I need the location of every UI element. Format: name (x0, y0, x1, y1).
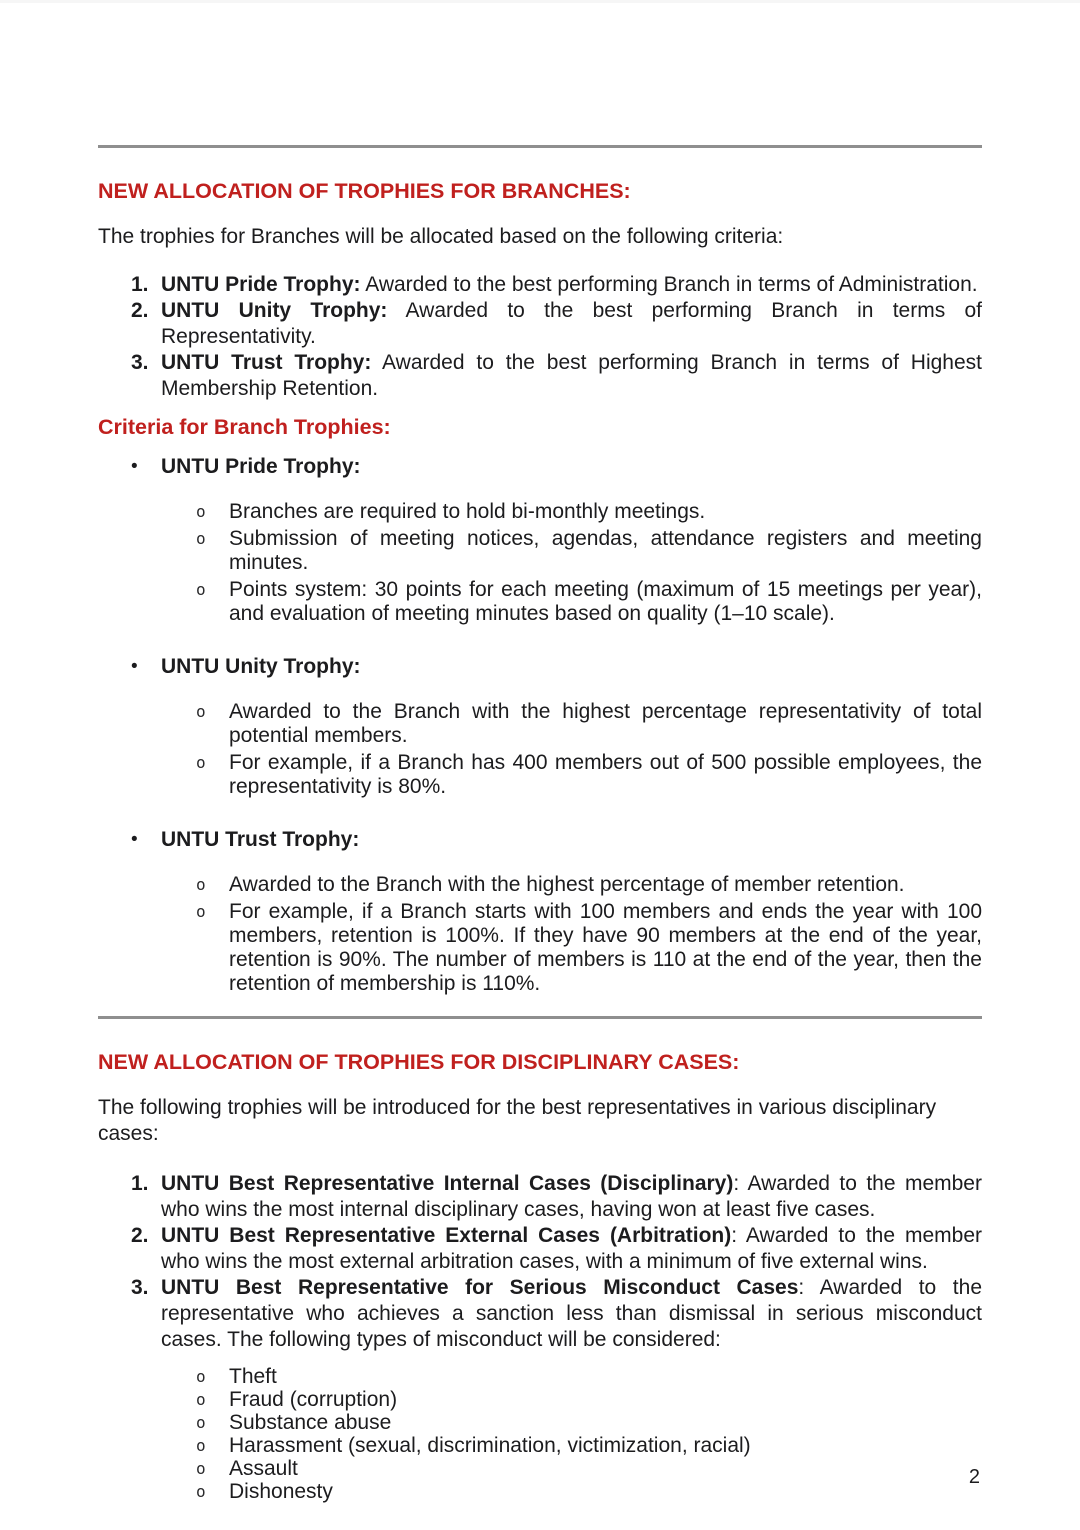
section-divider (98, 1016, 982, 1019)
page-top-edge (0, 0, 1080, 3)
sub-bullet-item: o Branches are required to hold bi-monthly meetings. (196, 500, 706, 523)
sub-bullet-item: o Points system: 30 points for each meeting (maximum of 15 meetings per year), and evaluation of meeting minutes based on quality (1–10 scale). (196, 578, 982, 625)
numbered-item-text: UNTU Best Representative for Serious Misconduct Cases: Awarded to the representative who achieves a sanction less than dismissal in serious misconduct cases. The following types of misconduct will be considered: (161, 1276, 982, 1351)
intro-paragraph-branches: The trophies for Branches will be allocated based on the following criteria: (98, 225, 784, 248)
numbered-item (131, 1171, 982, 1223)
circle-marker: o (196, 580, 206, 599)
sub-bullet-item: o For example, if a Branch has 400 members out of 500 possible employees, the representativity is 80%. (196, 751, 982, 798)
numbered-item (131, 272, 982, 298)
sub-bullet-item: o Awarded to the Branch with the highest percentage of member retention. (196, 873, 905, 896)
list-number-marker: 3. (131, 1276, 149, 1299)
list-number-marker: 3. (131, 351, 149, 374)
misconduct-type-item: o Theft (196, 1365, 277, 1388)
numbered-item-text: UNTU Unity Trophy: Awarded to the best performing Branch in terms of Representativity. (161, 299, 982, 348)
list-number-marker: 2. (131, 1224, 149, 1247)
sub-bullet-item: o Awarded to the Branch with the highest percentage representativity of total potential members. (196, 700, 982, 747)
circle-marker: o (196, 1367, 206, 1386)
list-number-marker: 1. (131, 273, 149, 296)
list-number-marker: 2. (131, 299, 149, 322)
numbered-item (131, 298, 982, 350)
circle-marker: o (196, 1482, 206, 1501)
numbered-item-text: UNTU Best Representative External Cases (Arbitration): Awarded to the member who wins the most external arbitration cases, with a minimum of five external wins. (161, 1224, 982, 1273)
bullet-marker: • (131, 656, 138, 677)
misconduct-type-item: o Harassment (sexual, discrimination, victimization, racial) (196, 1434, 751, 1457)
sub-bullet-list (98, 700, 982, 799)
section-divider (98, 145, 982, 148)
circle-marker: o (196, 1436, 206, 1455)
circle-marker: o (196, 1459, 206, 1478)
numbered-list-disciplinary (98, 1171, 982, 1353)
circle-marker: o (196, 702, 206, 721)
bullet-group-title: • UNTU Trust Trophy: (131, 828, 360, 851)
circle-marker: o (196, 529, 206, 548)
sub-bullet-item: o For example, if a Branch starts with 100 members and ends the year with 100 members, retention is 100%. If they have 90 members at the end of the year, retention is 90%. The number of members is 110 at the end of the year, then the retention of membership is 110%. (196, 900, 982, 995)
numbered-item-text: UNTU Pride Trophy: Awarded to the best performing Branch in terms of Administration. (161, 273, 978, 296)
sub-bullet-item: o Submission of meeting notices, agendas, attendance registers and meeting minutes. (196, 527, 982, 574)
circle-marker: o (196, 1413, 206, 1432)
sub-bullet-list (98, 873, 982, 996)
misconduct-type-item: o Substance abuse (196, 1411, 392, 1434)
bullet-marker: • (131, 829, 138, 850)
misconduct-type-item: o Dishonesty (196, 1480, 333, 1503)
numbered-item (131, 350, 982, 402)
section-heading-branches: NEW ALLOCATION OF TROPHIES FOR BRANCHES: (98, 179, 631, 203)
section-heading-criteria: Criteria for Branch Trophies: (98, 415, 391, 439)
numbered-item-text: UNTU Trust Trophy: Awarded to the best performing Branch in terms of Highest Membership Retention. (161, 351, 982, 400)
circle-marker: o (196, 1390, 206, 1409)
circle-marker: o (196, 502, 206, 521)
circle-marker: o (196, 902, 206, 921)
numbered-item-text: UNTU Best Representative Internal Cases (Disciplinary): Awarded to the member who wins the most internal disciplinary cases, having won at least five cases. (161, 1172, 982, 1221)
intro-paragraph-disciplinary: The following trophies will be introduced for the best representatives in various disciplinary cases: (98, 1096, 937, 1145)
section-heading-disciplinary: NEW ALLOCATION OF TROPHIES FOR DISCIPLINARY CASES: (98, 1050, 740, 1074)
bullet-group-title: • UNTU Pride Trophy: (131, 455, 361, 478)
page-number: 2 (968, 1466, 980, 1488)
circle-marker: o (196, 875, 206, 894)
numbered-item (131, 1275, 982, 1353)
numbered-item (131, 1223, 982, 1275)
sub-bullet-list (98, 500, 982, 626)
numbered-list-branches (98, 272, 982, 402)
circle-marker: o (196, 753, 206, 772)
misconduct-types-list (98, 1365, 982, 1503)
misconduct-type-item: o Fraud (corruption) (196, 1388, 398, 1411)
bullet-group-title: • UNTU Unity Trophy: (131, 655, 361, 678)
bullet-marker: • (131, 456, 138, 477)
misconduct-type-item: o Assault (196, 1457, 298, 1480)
list-number-marker: 1. (131, 1172, 149, 1195)
